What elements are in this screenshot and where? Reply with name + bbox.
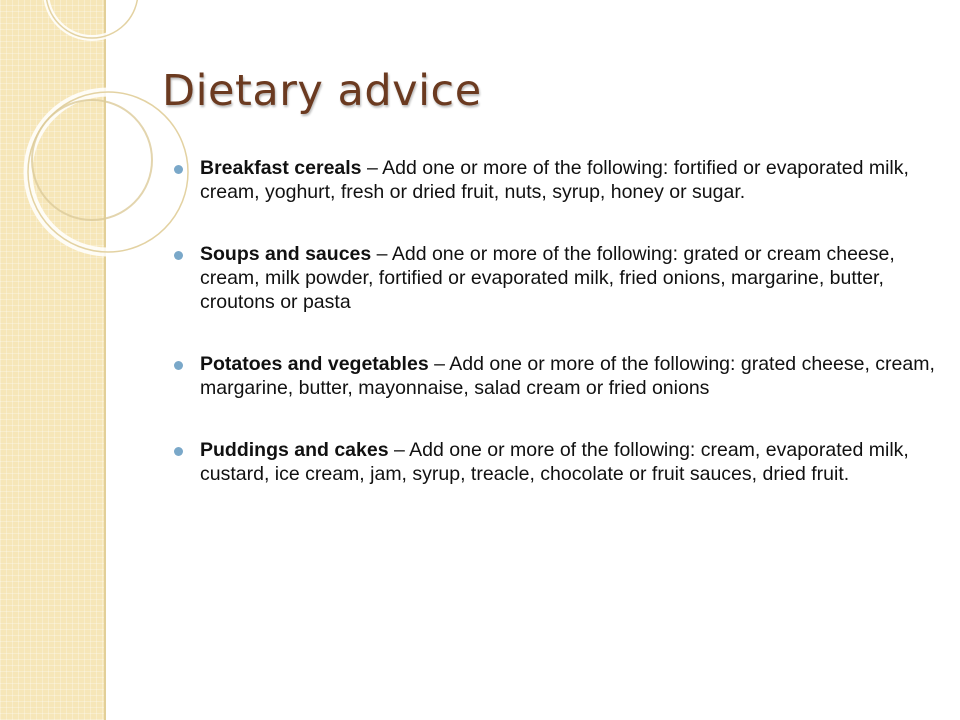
bullet-dot-icon xyxy=(174,361,183,370)
bullet-text: – Add one or more of the following: cream, evaporated milk, custard, ice cream, jam, syrup, treacle, chocolate or fruit sauces, dried fruit. xyxy=(200,439,909,485)
slide-title: Dietary advice xyxy=(162,66,482,116)
bullet-heading: Breakfast cereals xyxy=(200,157,362,179)
decorative-circles-icon xyxy=(0,0,200,260)
list-item xyxy=(174,242,936,314)
bullet-dot-icon xyxy=(174,447,183,456)
bullet-heading: Soups and sauces xyxy=(200,243,372,265)
bullet-dot-icon xyxy=(174,251,183,260)
bullet-heading: Puddings and cakes xyxy=(200,439,389,461)
list-item xyxy=(174,438,936,486)
bullet-text: – Add one or more of the following: grated or cream cheese, cream, milk powder, fortified or evaporated milk, fried onions, margarine, butter, croutons or pasta xyxy=(200,243,895,313)
bullet-text: – Add one or more of the following: grated cheese, cream, margarine, butter, mayonnaise, salad cream or fried onions xyxy=(200,353,935,399)
bullet-dot-icon xyxy=(174,165,183,174)
bullet-list xyxy=(174,156,936,486)
bullet-text: – Add one or more of the following: fortified or evaporated milk, cream, yoghurt, fresh or dried fruit, nuts, syrup, honey or sugar. xyxy=(200,157,909,203)
list-item xyxy=(174,156,936,204)
list-item xyxy=(174,352,936,400)
bullet-heading: Potatoes and vegetables xyxy=(200,353,429,375)
